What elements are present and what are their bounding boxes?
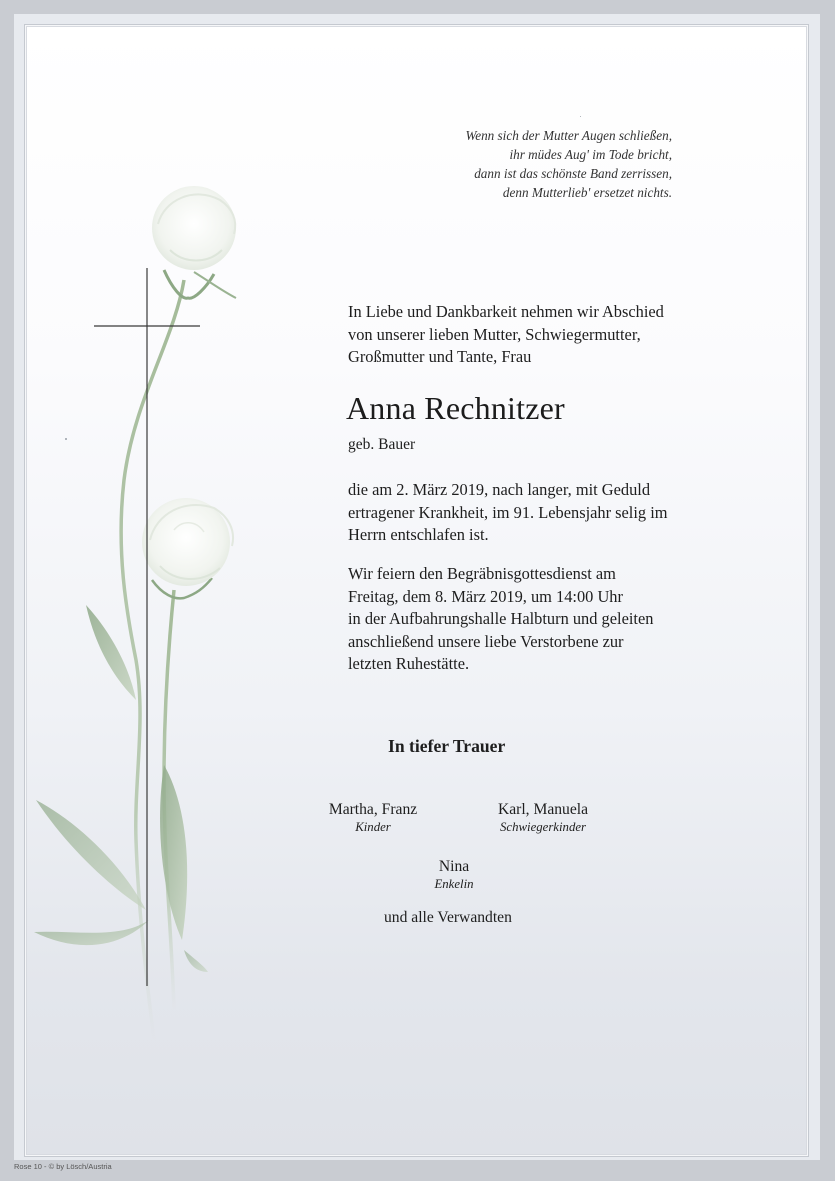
intro-text: [348, 301, 688, 369]
mourner-relation: Kinder: [355, 820, 391, 834]
mourner: [313, 801, 433, 835]
paper-speck: [580, 116, 581, 117]
service-line: in der Aufbahrungshalle Halbturn und geleiten: [348, 609, 654, 628]
mourner: [483, 801, 603, 835]
service-line: letzten Ruhestätte.: [348, 654, 470, 673]
death-line: Herrn entschlafen ist.: [348, 525, 489, 544]
deceased-name: Anna Rechnitzer: [346, 390, 565, 426]
lower-rose: [142, 498, 233, 598]
mourner-relation: Enkelin: [434, 877, 474, 891]
death-line: die am 2. März 2019, nach langer, mit Geduld: [348, 480, 651, 499]
intro-line: In Liebe und Dankbarkeit nehmen wir Abschied: [348, 302, 664, 321]
leaf: [160, 765, 187, 940]
mourner-relation: Schwiegerkinder: [500, 820, 586, 834]
mourner: [404, 858, 504, 892]
mourning-heading: In tiefer Trauer: [388, 736, 506, 756]
poem-line: dann ist das schönste Band zerrissen,: [474, 166, 672, 181]
upper-rose-stem: [121, 280, 184, 1040]
service-line: Freitag, dem 8. März 2019, um 14:00 Uhr: [348, 586, 623, 606]
closing-line: und alle Verwandten: [384, 909, 512, 926]
funeral-service-notice: [348, 563, 653, 676]
poem: [420, 126, 672, 202]
copyright-footer: Rose 10 - © by Lösch/Austria: [14, 1162, 112, 1171]
service-line: anschließend unsere liebe Verstorbene zur: [348, 631, 624, 651]
birth-name: geb. Bauer: [348, 436, 416, 453]
mourner-name: Nina: [438, 858, 470, 875]
leaf: [34, 920, 149, 945]
death-notice: [348, 479, 668, 547]
poem-line: denn Mutterlieb' ersetzet nichts.: [502, 185, 672, 200]
poem-line: Wenn sich der Mutter Augen schließen,: [465, 128, 672, 143]
death-line: ertragener Krankheit, im 91. Lebensjahr selig im: [348, 502, 668, 522]
leaf: [36, 800, 146, 910]
service-line: Wir feiern den Begräbnisgottesdienst am: [348, 564, 616, 583]
intro-line: Großmutter und Tante, Frau: [348, 347, 532, 366]
mourner-name: Martha, Franz: [328, 801, 418, 818]
upper-rose: [152, 186, 236, 298]
leaf: [184, 950, 208, 972]
paper-speck: [65, 438, 67, 440]
rose-with-cross-illustration: [24, 180, 264, 1080]
intro-line: von unserer lieben Mutter, Schwiegermutter,: [348, 324, 641, 344]
mourner-name: Karl, Manuela: [497, 801, 589, 818]
poem-line: ihr müdes Aug' im Tode bricht,: [509, 147, 672, 162]
